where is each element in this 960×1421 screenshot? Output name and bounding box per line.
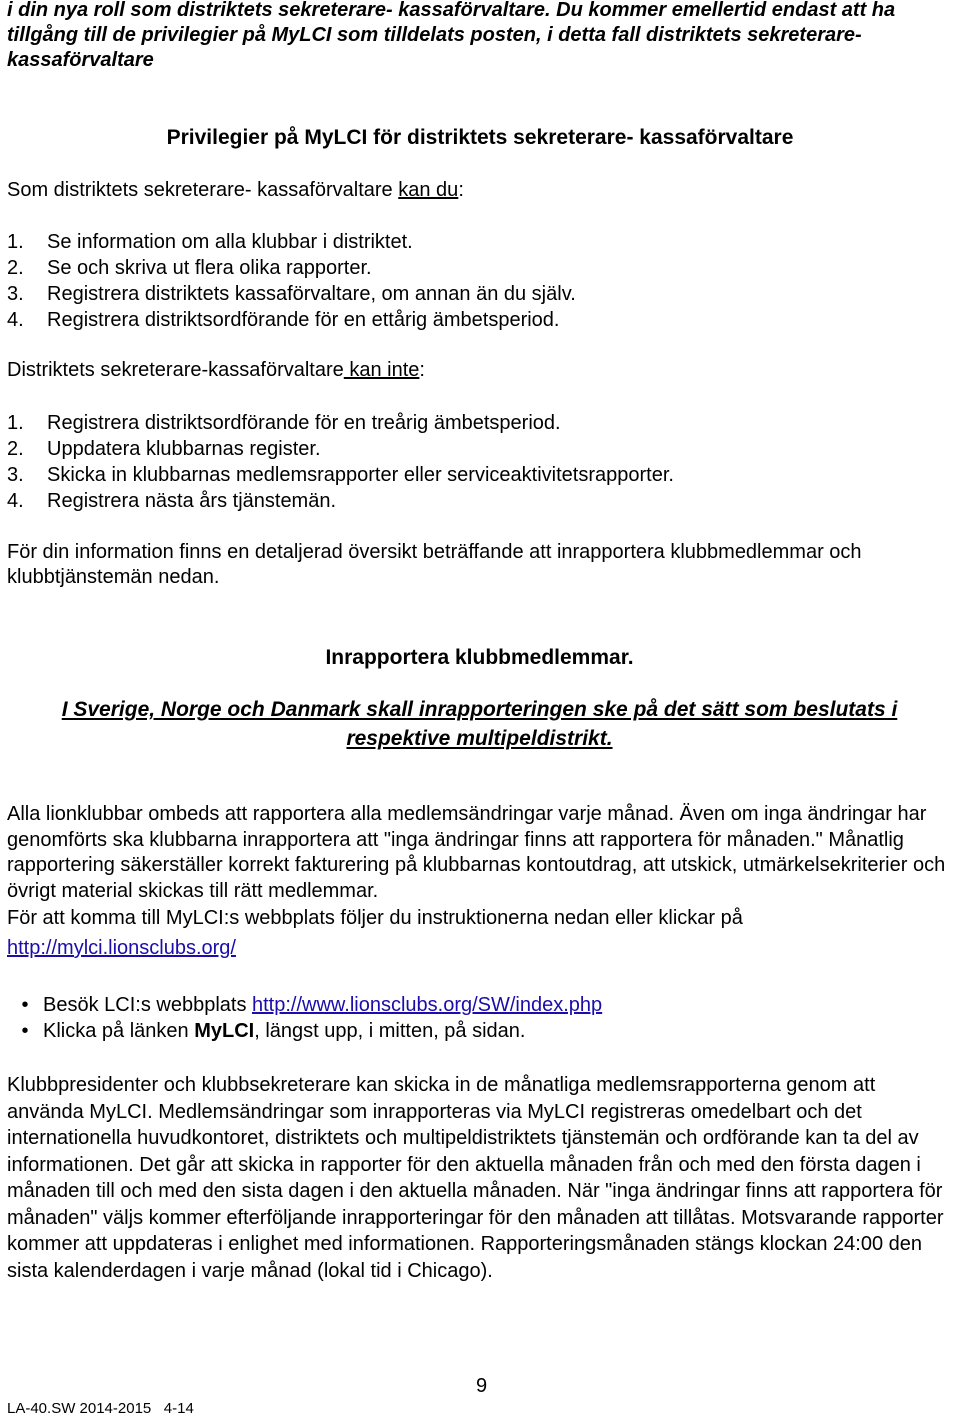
report-heading: Inrapportera klubbmedlemmar. — [325, 646, 634, 669]
list-number: 1. — [7, 231, 24, 253]
cannot-do-list — [7, 411, 674, 515]
can-do-list — [7, 230, 576, 334]
list-item — [7, 308, 576, 334]
final-paragraph: Klubbpresidenter och klubbsekreterare kan skicka in de månatliga medlemsrapporterna genom att använda MyLCI. Medlemsändringar som inrapporteras via MyLCI registreras omedelbart och det internationella huvudkontoret, distriktets och multipeldistriktets tjänstemän och ordförande kan ta del av informationen. Det går att skicka in rapporter för den aktuella månaden från och med den första dagen i månaden till och med den sista dagen i den aktuella månaden. När "inga ändringar finns att rapportera för månaden" väljs kommer efterföljande inrapporteringar för den månaden att tillåtas. Motsvarande rapporter kommer att uppdateras i enlighet med informationen. Rapporteringsmånaden stängs klockan 24:00 den sista kalenderdagen i varje månad (lokal tid i Chicago). — [7, 1074, 944, 1282]
bullet-list — [7, 993, 602, 1045]
info-paragraph: För din information finns en detaljerad översikt beträffande att inrapportera klubbmedlemmar och klubbtjänstemän nedan. — [7, 541, 862, 588]
nordic-note-line2: respektive multipeldistrikt. — [346, 727, 613, 750]
can-do-lead-underlined: kan du — [398, 179, 459, 201]
can-do-lead-text: Som distriktets sekreterare- kassaförvaltare — [7, 179, 399, 201]
list-text: Skicka in klubbarnas medlemsrapporter eller serviceaktivitetsrapporter. — [47, 464, 674, 486]
list-text: Registrera distriktets kassaförvaltare, om annan än du själv. — [47, 283, 576, 305]
list-item — [7, 463, 674, 489]
list-text: Uppdatera klubbarnas register. — [47, 438, 321, 460]
cannot-do-lead-underlined: kan inte — [343, 359, 420, 381]
privileges-heading: Privilegier på MyLCI för distriktets sekreterare- kassaförvaltare — [166, 126, 794, 149]
list-number: 3. — [7, 283, 24, 305]
lci-website-link[interactable]: http://www.lionsclubs.org/SW/index.php — [252, 994, 603, 1016]
bullet-icon: • — [21, 1020, 29, 1042]
bullet-text — [43, 993, 602, 1019]
list-number: 3. — [7, 464, 24, 486]
list-item — [7, 489, 674, 515]
list-item — [7, 230, 576, 256]
list-item — [7, 437, 674, 463]
cannot-do-lead-end: : — [419, 359, 425, 381]
bullet-text-lead: Klicka på länken — [43, 1020, 195, 1042]
mylci-link-line — [7, 936, 236, 961]
list-text: Se information om alla klubbar i distriktet. — [47, 231, 413, 253]
document-id-text: LA-40.SW 2014-2015 4-14 — [7, 1400, 194, 1417]
bullet-text-lead: Besök LCI:s webbplats — [43, 994, 252, 1016]
can-do-lead — [7, 178, 464, 203]
cannot-do-lead — [7, 358, 425, 383]
monthly-paragraph: Alla lionklubbar ombeds att rapportera alla medlemsändringar varje månad. Även om inga ändringar har genomförts ska klubbarna inrapportera att "inga ändringar finns att rapportera för månaden." Månatlig rapportering säkerställer korrekt fakturering på klubbarnas kontoutdrag, att utskick, utmärkelsekriterier och övrigt material skickas till rätt medlemmar. — [7, 803, 946, 902]
nordic-note — [7, 695, 952, 753]
list-number: 4. — [7, 490, 24, 512]
bullet-icon: • — [21, 994, 29, 1016]
cannot-do-lead-text: Distriktets sekreterare-kassaförvaltare — [7, 359, 344, 381]
bullet-text-rest: , längst upp, i mitten, på sidan. — [254, 1020, 526, 1042]
bullet-text — [43, 1019, 525, 1045]
page-number: 9 — [476, 1375, 488, 1397]
list-number: 4. — [7, 309, 24, 331]
list-item — [7, 256, 576, 282]
mylci-bold: MyLCI — [194, 1020, 255, 1042]
list-number: 2. — [7, 257, 24, 279]
mylci-link[interactable]: http://mylci.lionsclubs.org/ — [7, 937, 236, 959]
list-item — [7, 993, 602, 1019]
list-number: 2. — [7, 438, 24, 460]
can-do-lead-end: : — [458, 179, 464, 201]
list-text: Se och skriva ut flera olika rapporter. — [47, 257, 372, 279]
list-item — [7, 1019, 602, 1045]
list-number: 1. — [7, 412, 24, 434]
list-item — [7, 411, 674, 437]
document-id — [7, 1396, 194, 1421]
list-item — [7, 282, 576, 308]
list-text: Registrera distriktsordförande för en treårig ämbetsperiod. — [47, 412, 561, 434]
nordic-note-line1: I Sverige, Norge och Danmark skall inrapporteringen ske på det sätt som beslutats i — [61, 698, 898, 721]
instructions-paragraph: För att komma till MyLCI:s webbplats följer du instruktionerna nedan eller klickar på — [7, 907, 743, 929]
intro-paragraph: i din nya roll som distriktets sekreterare- kassaförvaltare. Du kommer emellertid endast att ha tillgång till de privilegier på MyLCI som tilldelats posten, i detta fall distriktets sekreterare-kassaförvaltare — [7, 0, 896, 71]
list-text: Registrera nästa års tjänstemän. — [47, 490, 337, 512]
list-text: Registrera distriktsordförande för en ettårig ämbetsperiod. — [47, 309, 560, 331]
